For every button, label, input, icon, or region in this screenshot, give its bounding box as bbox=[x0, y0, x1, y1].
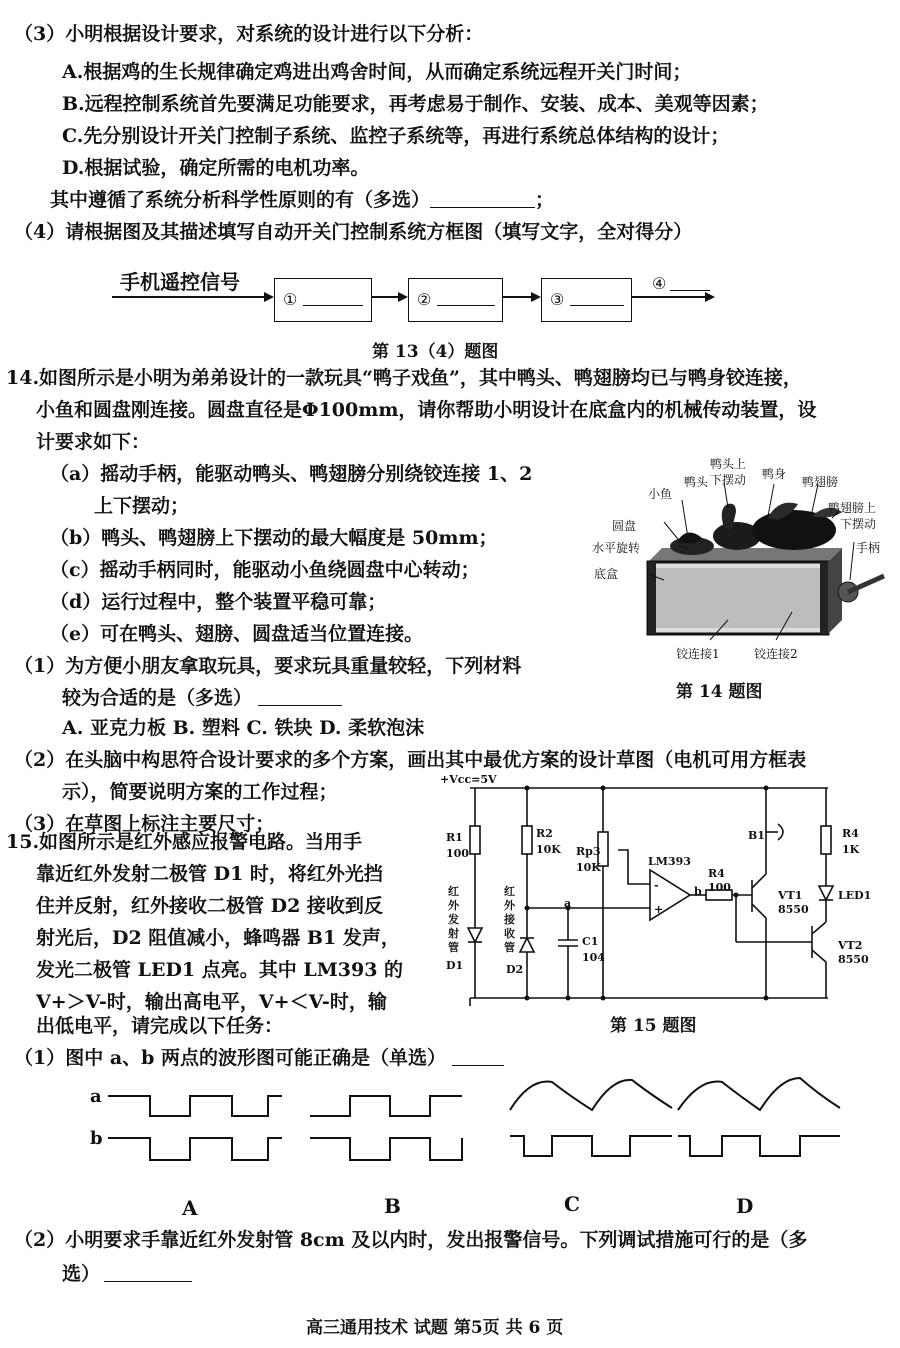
choice-a[interactable]: A bbox=[182, 1196, 198, 1220]
label-handle: 手柄 bbox=[856, 541, 881, 555]
d1-char: 外 bbox=[448, 899, 459, 912]
q15-intro-line-4: 射光后，D2 阻值减小，蜂鸣器 B1 发声， bbox=[36, 927, 400, 949]
label-wing: 鸭翅膀 bbox=[802, 475, 839, 489]
q15-intro-line-1: 15.如图所示是红外感应报警电路。当用手 bbox=[6, 831, 363, 853]
q13-figure-caption: 第 13（4）题图 bbox=[372, 342, 499, 362]
d2-char: 接 bbox=[504, 913, 515, 926]
label-wing-swing2: 下摆动 bbox=[840, 517, 877, 531]
r4b-label: R4 bbox=[842, 827, 859, 840]
q13-option-b: B.远程控制系统首先要满足功能要求，再考虑易于制作、安装、成本、美观等因素； bbox=[62, 93, 769, 115]
q15-intro-line-7: 出低电平，请完成以下任务： bbox=[36, 1015, 284, 1037]
led1-label: LED1 bbox=[838, 889, 872, 902]
d1-char: 射 bbox=[448, 927, 459, 940]
vt2-value: 8550 bbox=[838, 953, 869, 966]
r1-value: 100 bbox=[446, 847, 469, 860]
vt2-label: VT2 bbox=[838, 939, 863, 952]
q13-part3-question-text: 其中遵循了系统分析科学性原则的有（多选） bbox=[50, 189, 431, 211]
d1-label: D1 bbox=[446, 959, 464, 972]
q14-req-e: （e）可在鸭头、翅膀、圆盘适当位置连接。 bbox=[50, 623, 424, 645]
r4a-label: R4 bbox=[708, 867, 725, 880]
box2-label: ② bbox=[417, 290, 432, 309]
q15-part2-line1: （2）小明要求手靠近红外发射管 8cm 及以内时，发出报警信号。下列调试措施可行的是（多 bbox=[14, 1229, 808, 1251]
diagram-input-label: 手机遥控信号 bbox=[120, 270, 240, 294]
label-head-swing: 鸭头上 bbox=[710, 457, 747, 471]
wave-b-label: b bbox=[90, 1128, 103, 1149]
q13-part4: （4）请根据图及其描述填写自动开关门控制系统方框图（填写文字，全对得分） bbox=[14, 221, 693, 243]
q13-part3-end: ； bbox=[535, 189, 555, 211]
q14-part1-line1: （1）为方便小朋友拿取玩具，要求玩具重量较轻，下列材料 bbox=[14, 655, 522, 677]
q14-part1-options: A. 亚克力板 B. 塑料 C. 铁块 D. 柔软泡沫 bbox=[62, 717, 425, 739]
vt1-value: 8550 bbox=[778, 903, 809, 916]
choice-c[interactable]: C bbox=[564, 1192, 580, 1216]
diagram-output-label: ④ bbox=[652, 274, 667, 293]
choice-b[interactable]: B bbox=[384, 1194, 401, 1218]
label-disc: 圆盘 bbox=[612, 519, 637, 533]
r4a-value: 100 bbox=[708, 881, 731, 894]
box3-label: ③ bbox=[550, 290, 565, 309]
label-rotate: 水平旋转 bbox=[592, 541, 641, 555]
q15-intro-line-2: 靠近红外发射二极管 D1 时，将红外光挡 bbox=[36, 863, 383, 885]
q14-figure-caption: 第 14 题图 bbox=[676, 682, 763, 702]
q15-part2-blank[interactable] bbox=[104, 1263, 192, 1282]
d1-char: 发 bbox=[448, 913, 459, 926]
q14-req-b: （b）鸭头、鸭翅膀上下摆动的最大幅度是 50mm； bbox=[50, 527, 498, 549]
label-wing-swing: 鸭翅膀上 bbox=[828, 501, 877, 515]
b1-label: B1 bbox=[748, 829, 765, 842]
q14-part2-line1: （2）在头脑中构思符合设计要求的多个方案，画出其中最优方案的设计草图（电机可用方框表 bbox=[14, 749, 807, 771]
q13-option-d: D.根据试验，确定所需的电机功率。 bbox=[62, 157, 370, 179]
q13-option-c: C.先分别设计开关门控制子系统、监控子系统等，再进行系统总体结构的设计； bbox=[62, 125, 730, 147]
c1-value: 104 bbox=[582, 951, 605, 964]
label-hinge-2: 铰连接2 bbox=[754, 647, 798, 661]
node-a-label: a bbox=[564, 897, 572, 910]
r2-value: 10K bbox=[536, 843, 561, 856]
comparator-plus: + bbox=[654, 903, 664, 916]
rp3-value: 10K bbox=[576, 861, 601, 874]
d2-char: 收 bbox=[504, 927, 515, 940]
rp3-label: Rp3 bbox=[576, 845, 601, 858]
q13-part3-intro: （3）小明根据设计要求，对系统的设计进行以下分析： bbox=[14, 23, 484, 45]
label-head: 鸭头 bbox=[684, 475, 709, 489]
q14-part3: （3）在草图上标注主要尺寸； bbox=[14, 813, 275, 835]
d2-char: 红 bbox=[504, 885, 515, 898]
q14-intro-line-2: 小鱼和圆盘刚连接。圆盘直径是Φ100mm，请你帮助小明设计在底盒内的机械传动装置，设 bbox=[36, 399, 817, 421]
q15-part2-line2-text: 选） bbox=[62, 1263, 101, 1285]
choice-d[interactable]: D bbox=[736, 1194, 754, 1218]
comparator-minus: - bbox=[654, 879, 659, 892]
box1-label: ① bbox=[283, 290, 298, 309]
label-body: 鸭身 bbox=[762, 467, 787, 481]
label-hinge-1: 铰连接1 bbox=[676, 647, 720, 661]
q15-intro-line-6: V+＞V-时，输出高电平，V+＜V-时，输 bbox=[36, 991, 387, 1013]
c1-label: C1 bbox=[582, 935, 599, 948]
q13-option-a: A.根据鸡的生长规律确定鸡进出鸡舍时间，从而确定系统远程开关门时间； bbox=[62, 61, 692, 83]
q14-req-c: （c）摇动手柄同时，能驱动小鱼绕圆盘中心转动； bbox=[50, 559, 480, 581]
q14-req-a: （a）摇动手柄，能驱动鸭头、鸭翅膀分别绕铰连接 1、2 bbox=[50, 463, 533, 485]
node-b-label: b bbox=[694, 885, 702, 898]
q14-req-a-cont: 上下摆动； bbox=[94, 495, 190, 517]
d2-char: 外 bbox=[504, 899, 515, 912]
q14-intro-line-1: 14.如图所示是小明为弟弟设计的一款玩具“鸭子戏鱼”，其中鸭头、鸭翅膀均已与鸭身铰连接， bbox=[6, 367, 802, 389]
q14-req-d: （d）运行过程中，整个装置平稳可靠； bbox=[50, 591, 387, 613]
q15-figure-caption: 第 15 题图 bbox=[610, 1016, 697, 1036]
d1-char: 管 bbox=[448, 941, 459, 954]
wave-a-label: a bbox=[90, 1086, 102, 1107]
d1-char: 红 bbox=[448, 885, 459, 898]
r1-label: R1 bbox=[446, 831, 463, 844]
label-fish: 小鱼 bbox=[648, 487, 673, 501]
q14-intro-line-3: 计要求如下： bbox=[36, 431, 151, 453]
page-footer: 高三通用技术 试题 第5页 共 6 页 bbox=[306, 1318, 564, 1338]
label-head-swing2: 下摆动 bbox=[710, 473, 747, 487]
q14-part2-line2: 示），简要说明方案的工作过程； bbox=[62, 781, 338, 803]
r2-label: R2 bbox=[536, 827, 553, 840]
q15-part1-text: （1）图中 a、b 两点的波形图可能正确是（单选） bbox=[14, 1047, 447, 1069]
vcc-label: +Vcc=5V bbox=[440, 773, 497, 786]
q15-intro-line-3: 住并反射，红外接收二极管 D2 接收到反 bbox=[36, 895, 383, 917]
d2-label: D2 bbox=[506, 963, 524, 976]
lm393-label: LM393 bbox=[648, 855, 691, 868]
d2-char: 管 bbox=[504, 941, 515, 954]
label-base-box: 底盒 bbox=[594, 567, 619, 581]
q14-part1-line2-text: 较为合适的是（多选） bbox=[62, 687, 253, 709]
q15-intro-line-5: 发光二极管 LED1 点亮。其中 LM393 的 bbox=[36, 959, 404, 981]
r4b-value: 1K bbox=[842, 843, 860, 856]
vt1-label: VT1 bbox=[778, 889, 803, 902]
q15-part2-line2 bbox=[62, 1262, 192, 1286]
